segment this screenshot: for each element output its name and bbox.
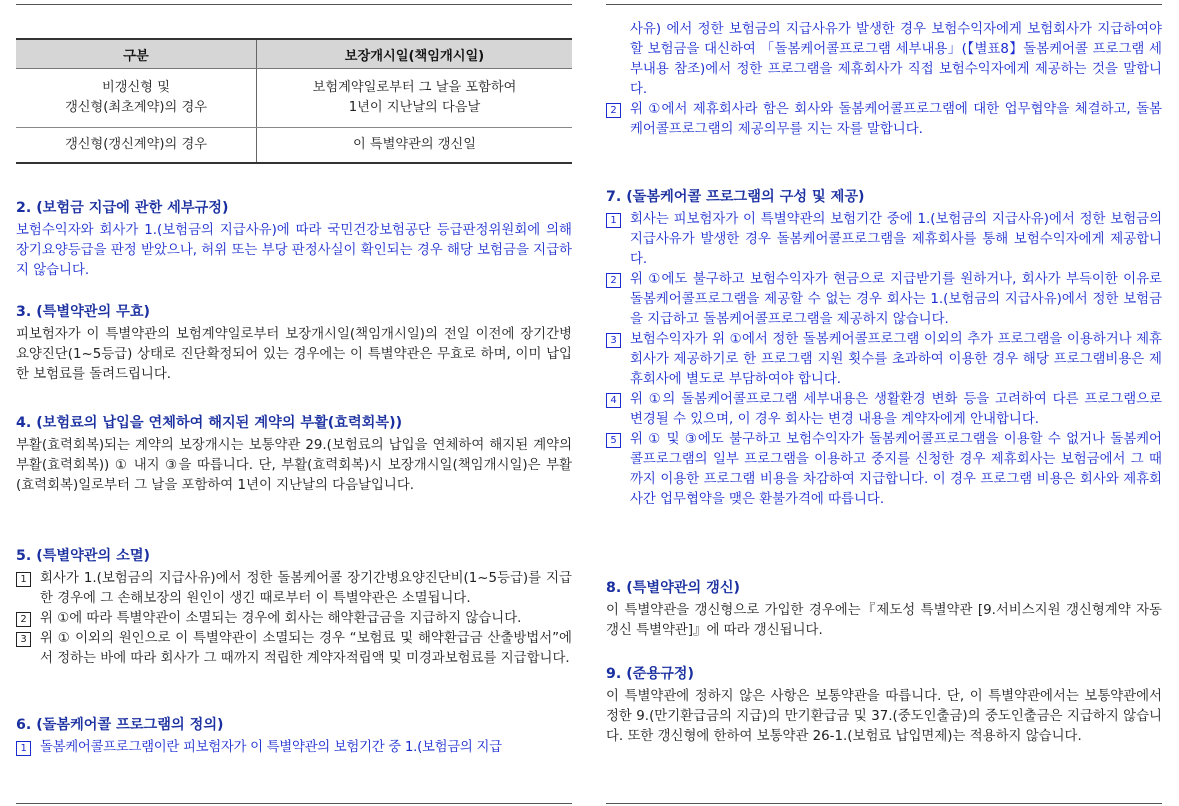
item-number-badge: 3 <box>16 632 31 647</box>
section-6-title: 6. (돌봄케어콜 프로그램의 정의) <box>16 717 224 733</box>
section-4-title: 4. (보험료의 납입을 연체하여 해지된 계약의 부활(효력회복)) <box>16 415 403 431</box>
table-header-category: 구분 <box>16 39 257 69</box>
section-3-title: 3. (특별약관의 무효) <box>16 304 151 320</box>
table-cell-text: 보험계약일로부터 그 날을 포함하여 1년이 지난날의 다음날 <box>312 80 517 115</box>
item-number-badge: 3 <box>606 333 621 348</box>
item-text: 회사는 피보험자가 이 특별약관의 보험기간 중에 1.(보험금의 지급사유)에서 정한 보험금의 지급사유가 발생한 경우 돌봄케어콜프로그램을 제휴회사를 통해 보험수익자에게 제공합니다. <box>630 212 1162 267</box>
item-number-badge: 1 <box>16 572 31 587</box>
item-number-badge: 1 <box>16 741 31 756</box>
item-text: 돌봄케어콜프로그램이란 피보험자가 이 특별약관의 보험기간 중 1.(보험금의 지급 <box>40 740 502 755</box>
table-header-row <box>16 39 572 69</box>
section-2-title: 2. (보험금 지급에 관한 세부규정) <box>16 200 229 216</box>
table-cell-text: 비갱신형 및 갱신형(최초계약)의 경우 <box>65 80 207 115</box>
table-header-coverage-start: 보장개시일(책임개시일) <box>257 39 573 69</box>
item-number-badge: 2 <box>606 273 621 288</box>
section-5 <box>16 545 572 669</box>
coverage-start-table <box>16 38 572 164</box>
list-item <box>606 270 1162 330</box>
table-row <box>16 69 572 128</box>
item-text: 위 ① 이외의 원인으로 이 특별약관이 소멸되는 경우 “보험료 및 해약환급금 산출방법서”에서 정하는 바에 따라 회사가 그 때까지 적립한 계약자적립액 및 미경과보험료를 지급합니다. <box>40 631 572 666</box>
section-9-title: 9. (준용규정) <box>606 666 694 682</box>
item-text: 보험수익자가 위 ①에서 정한 돌봄케어콜프로그램 이외의 추가 프로그램을 이용하거나 제휴회사가 제공하기로 한 프로그램 지원 횟수를 초과하여 이용한 경우 해당 프로그램비용은 제휴회사에 별도로 부담하여야 합니다. <box>630 332 1162 387</box>
top-rule-left <box>16 4 572 5</box>
section-9-body: 이 특별약관에 정하지 않은 사항은 보통약관을 따릅니다. 단, 이 특별약관에서는 보통약관에서 정한 9.(만기환급금의 지급)의 만기환급금 및 37.(중도인출금)의 중도인출금은 지급하지 않습니다. 또한 갱신형에 한하여 보통약관 26-1.(보험료 납입면제)는 적용하지 않습니다. <box>606 689 1162 744</box>
table-row <box>16 128 572 164</box>
list-item <box>606 330 1162 390</box>
table-cell <box>257 69 573 128</box>
item-number-badge: 2 <box>606 103 621 118</box>
item-text: 위 ① 및 ③에도 불구하고 보험수익자가 돌봄케어콜프로그램을 이용할 수 없거나 돌봄케어콜프로그램의 일부 프로그램을 이용하고 중지를 신청한 경우 제휴회사는 보험금에서 그 때까지 이용한 프로그램 비용을 차감하여 지급합니다. 이 경우 프로그램 비용은 회사와 제휴회사간 업무협약을 맺은 환불가격에 따릅니다. <box>630 432 1162 507</box>
section-2 <box>16 197 572 281</box>
section-9 <box>606 663 1162 747</box>
bottom-rule-left <box>16 803 572 804</box>
list-item <box>16 569 572 609</box>
list-item <box>606 390 1162 430</box>
item-text: 회사가 1.(보험금의 지급사유)에서 정한 돌봄케어콜 장기간병요양진단비(1~5등급)를 지급한 경우에 그 손해보장의 원인이 생긴 때로부터 이 특별약관은 소멸됩니다. <box>40 571 572 606</box>
section-2-body: 보험수익자와 회사가 1.(보험금의 지급사유)에 따라 국민건강보험공단 등급판정위원회에 의해 장기요양등급을 판정 받았으나, 허위 또는 부당 판정사실이 확인되는 경우 해당 보험금을 지급하지 않습니다. <box>16 223 572 278</box>
list-item <box>606 210 1162 270</box>
bottom-rule-right <box>606 803 1162 804</box>
item-text: 사유) 에서 정한 보험금의 지급사유가 발생한 경우 보험수익자에게 보험회사가 지급하여야 할 보험금을 대신하여 「돌봄케어콜프로그램 세부내용」(【별표8】돌봄케어콜 프로그램 세부내용 참조)에서 정한 프로그램을 제휴회사가 직접 보험수익자에게 제공하는 것을 말합니다. <box>630 22 1162 97</box>
section-6-continued <box>606 20 1162 140</box>
item-text: 위 ①에서 제휴회사라 함은 회사와 돌봄케어콜프로그램에 대한 업무협약을 체결하고, 돌봄케어콜프로그램의 제공의무를 지는 자를 말합니다. <box>630 102 1162 137</box>
section-7 <box>606 186 1162 510</box>
section-8 <box>606 577 1162 641</box>
top-rule-right <box>606 4 1162 5</box>
list-item-continuation <box>606 20 1162 100</box>
section-8-body: 이 특별약관을 갱신형으로 가입한 경우에는『제도성 특별약관 [9.서비스지원 갱신형계약 자동갱신 특별약관]』에 따라 갱신됩니다. <box>606 603 1162 638</box>
list-item <box>16 609 572 629</box>
list-item <box>16 629 572 669</box>
item-number-badge: 5 <box>606 433 621 448</box>
list-item <box>606 430 1162 510</box>
item-number-badge: 4 <box>606 393 621 408</box>
item-number-badge: 2 <box>16 612 31 627</box>
table-cell <box>16 69 257 128</box>
table-cell: 갱신형(갱신계약)의 경우 <box>16 128 257 164</box>
section-7-title: 7. (돌봄케어콜 프로그램의 구성 및 제공) <box>606 189 865 205</box>
item-text: 위 ①에 따라 특별약관이 소멸되는 경우에 회사는 해약환급금을 지급하지 않습니다. <box>40 611 522 626</box>
list-item <box>606 100 1162 140</box>
list-item <box>16 738 572 758</box>
section-4-body: 부활(효력회복)되는 계약의 보장개시는 보통약관 29.(보험료의 납입을 연체하여 해지된 계약의 부활(효력회복)) ① 내지 ③을 따릅니다. 단, 부활(효력회복)시 보장개시일(책임개시일)은 부활(효력회복)일로부터 그 날을 포함하여 1년이 지난날의 다음날입니다. <box>16 438 572 493</box>
section-5-title: 5. (특별약관의 소멸) <box>16 548 151 564</box>
item-number-badge: 1 <box>606 213 621 228</box>
item-text: 위 ①의 돌봄케어콜프로그램 세부내용은 생활환경 변화 등을 고려하여 다른 프로그램으로 변경될 수 있으며, 이 경우 회사는 변경 내용을 계약자에게 안내합니다. <box>630 392 1162 427</box>
section-8-title: 8. (특별약관의 갱신) <box>606 580 741 596</box>
table-cell: 이 특별약관의 갱신일 <box>257 128 573 164</box>
item-text: 위 ①에도 불구하고 보험수익자가 현금으로 지급받기를 원하거나, 회사가 부득이한 이유로 돌봄케어콜프로그램을 제공할 수 없는 경우 회사는 1.(보험금의 지급사유)에서 정한 보험금을 지급하고 돌봄케어콜프로그램을 제공하지 않습니다. <box>630 272 1162 327</box>
section-3 <box>16 301 572 385</box>
section-4 <box>16 412 572 496</box>
section-3-body: 피보험자가 이 특별약관의 보험계약일로부터 보장개시일(책임개시일)의 전일 이전에 장기간병요양진단(1~5등급) 상태로 진단확정되어 있는 경우에는 이 특별약관은 무효로 하며, 이미 납입한 보험료를 돌려드립니다. <box>16 327 572 382</box>
section-6 <box>16 714 572 758</box>
